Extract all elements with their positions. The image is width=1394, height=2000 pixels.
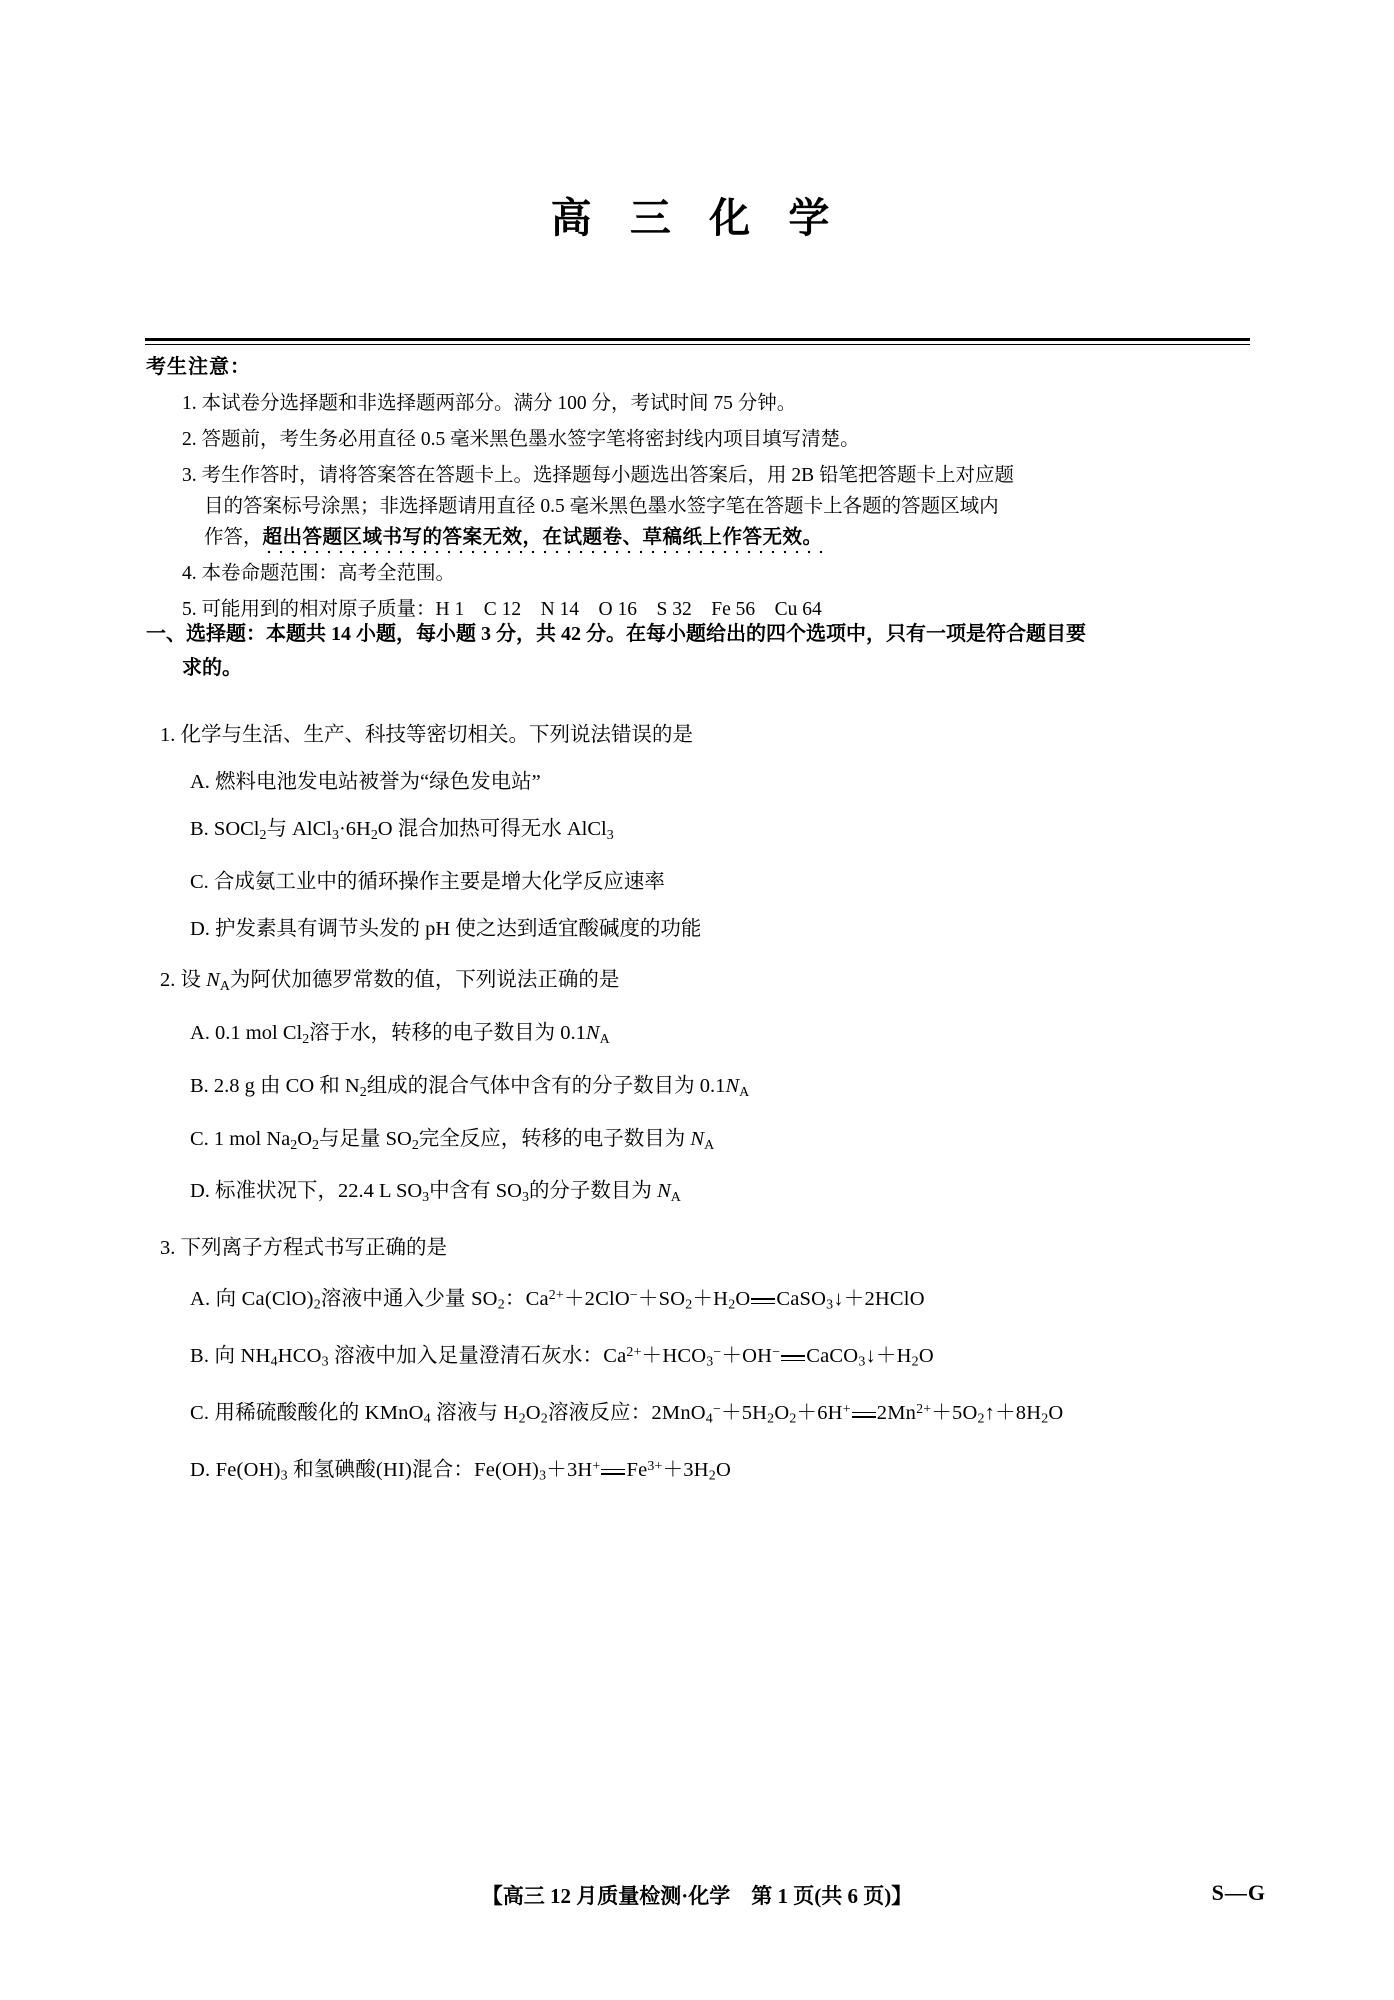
option-2-D[interactable]: D. 标准状况下，22.4 L $SO_3$中含有 $SO_3$的分子数目为 $N_A$ — [190, 1180, 681, 1206]
option-3-C[interactable]: C. 用稀硫酸酸化的 KMnO$_4$ 溶液与 $H_2O_2$溶液反应：$2MnO_4^-+5H_2O_2+6H^+$ $2Mn^{2+}+5O_2↑+8H_2O$ — [190, 1401, 1064, 1427]
question-3 — [146, 1225, 1266, 1499]
option-1-B[interactable]: B. SOCl$_2$与 $AlCl_3\cdot 6H_2O$ 混合加热可得无水 AlCl$_3$ — [190, 818, 614, 843]
option-2-A[interactable]: A. 0.1 mol $Cl_2$溶于水，转移的电子数目为 $0.1N_A$ — [190, 1021, 610, 1047]
section-heading: 一、选择题：本题共 14 小题，每小题 3 分，共 42 分。在每小题给出的四个选项中，只有一项是符合题目要 求的。 — [146, 623, 1086, 679]
question-list — [146, 712, 1266, 1503]
note-item-1: 1. 本试卷分选择题和非选择题两部分。满分 100 分，考试时间 75 分钟。 — [182, 393, 797, 414]
option-3-D[interactable]: D. $Fe(OH)_3$ 和氢碘酸(HI)混合：$Fe(OH)_3+3H^+$ $Fe^{3+}+3H_2O$ — [190, 1458, 731, 1484]
page-title: 高 三 化 学 — [550, 195, 844, 241]
candidate-notes — [146, 352, 1256, 625]
option-2-B[interactable]: B. 2.8 g 由 CO 和 $N_2$组成的混合气体中含有的分子数目为 $0.1N_A$ — [190, 1074, 750, 1100]
question-stem: 1. 化学与生活、生产、科技等密切相关。下列说法错误的是 — [160, 724, 693, 746]
question-1 — [146, 712, 1266, 953]
note-item-5: 5. 可能用到的相对原子质量：H 1 C 12 N 14 O 16 S 32 Fe 56 Cu 64 — [182, 599, 822, 620]
note-item-2: 2. 答题前，考生务必用直径 0.5 毫米黑色墨水签字笔将密封线内项目填写清楚。 — [182, 429, 860, 450]
option-1-A[interactable]: A. 燃料电池发电站被誉为“绿色发电站” — [190, 771, 541, 793]
question-2 — [146, 957, 1266, 1221]
note-emphasis: 超出答题区域书写的答案无效，在试题卷、草稿纸上作答无效。 — [262, 527, 823, 548]
option-3-B[interactable]: B. 向 $NH_4HCO_3$ 溶液中加入足量澄清石灰水：$Ca^{2+}+HCO_3^-+OH^-$ $CaCO_3↓+H_2O$ — [190, 1344, 934, 1370]
option-1-D[interactable]: D. 护发素具有调节头发的 pH 使之达到适宜酸碱度的功能 — [190, 917, 702, 940]
option-2-C[interactable]: C. 1 mol $Na_2O_2$与足量 $SO_2$完全反应，转移的电子数目为 $N_A$ — [190, 1127, 715, 1153]
footer-paper-code: S—G — [1211, 1880, 1266, 1905]
note-item-4: 4. 本卷命题范围：高考全范围。 — [182, 563, 456, 584]
notes-heading: 考生注意： — [146, 356, 251, 378]
note-item-3: 3. 考生作答时，请将答案答在答题卡上。选择题每小题选出答案后，用 2B 铅笔把答题卡上对应题 目的答案标号涂黑；非选择题请用直径 0.5 毫米黑色墨水签字笔在答题卡上各题的答题区域内 作答，超出答题区域书写的答案无效，在试题卷、草稿纸上作答无效。 — [182, 465, 1015, 548]
footer-center-label: 【高三 12 月质量检测·化学 第 1 页(共 6 页)】 — [481, 1884, 913, 1908]
option-1-C[interactable]: C. 合成氨工业中的循环操作主要是增大化学反应速率 — [190, 870, 665, 893]
question-stem: 3. 下列离子方程式书写正确的是 — [160, 1237, 447, 1260]
header-divider — [145, 338, 1250, 345]
option-3-A[interactable]: A. 向 $Ca(ClO)_2$溶液中通入少量 $SO_2$：$Ca^{2+}+2ClO^-+SO_2+H_2O$ CaSO$_3$↓＋2HClO — [190, 1288, 925, 1314]
question-stem: 2. 设 $N_A$为阿伏加德罗常数的值，下列说法正确的是 — [160, 968, 620, 994]
